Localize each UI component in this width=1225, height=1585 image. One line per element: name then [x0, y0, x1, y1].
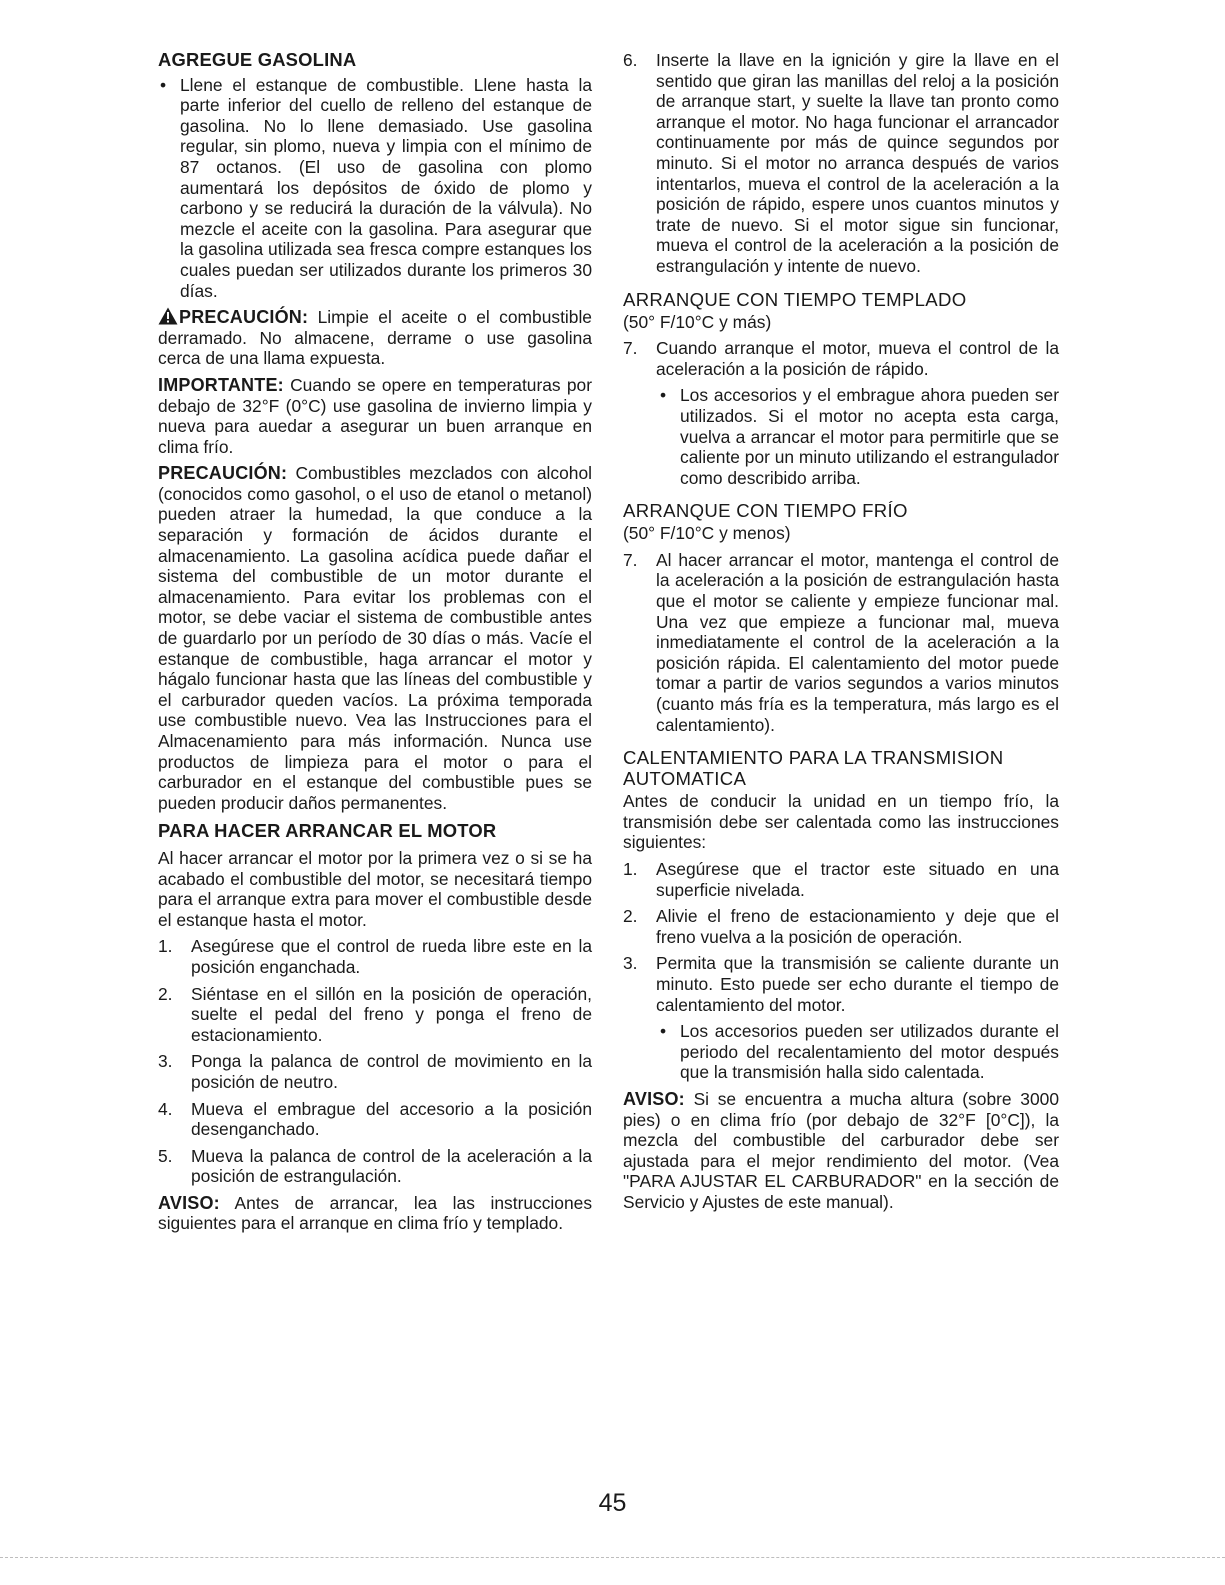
- warm-bullet-text: Los accesorios y el embrague ahora pueden ser utilizados. Si el motor no acepta esta carga, vuelva a arrancar el motor para permitirle que se caliente por un minuto utilizando el estrangulador como describido arriba.: [680, 385, 1059, 488]
- step-text: Mueva la palanca de control de la aceleración a la posición de estrangulación.: [191, 1145, 592, 1187]
- bullet-mark: •: [660, 385, 667, 406]
- transmission-step: [623, 953, 1059, 1015]
- step-text: Mueva el embrague del accesorio a la posición desenganchado.: [191, 1098, 592, 1140]
- bullet-mark: •: [160, 74, 167, 95]
- start-step: [158, 1099, 592, 1140]
- notice-label: AVISO:: [158, 1192, 220, 1213]
- transmission-step: [623, 906, 1059, 947]
- notice-text: Antes de arrancar, lea las instrucciones siguientes para el arranque en clima frío y templado.: [158, 1192, 593, 1234]
- step-text: Asegúrese que el tractor este situado en una superficie nivelada.: [656, 859, 1059, 900]
- important-label: IMPORTANTE:: [158, 374, 284, 395]
- caution-alcohol-label: PRECAUCIÓN:: [158, 463, 288, 484]
- step-number: 2.: [158, 983, 173, 1004]
- step-text: Inserte la llave en la ignición y gire la llave en el sentido que giran las manillas del reloj a la posición de arranque start, y suelte la llave tan pronto como arranque el motor. No haga funcionar el arrancador continuamente por más de quince segundos por minuto. Si el motor no arranca después de varios intentarlos, mueva el control de la aceleración a la posición de rápido, espere unos cuantos minutos y trate de nuevo. Si el motor sigue sin funcionar, mueva el control de la aceleración a la posición de estrangulación y intente de nuevo.: [656, 50, 1059, 276]
- warm-weather-range: (50° F/10°C y más): [623, 311, 772, 332]
- step-text: Permita que la transmisión se caliente durante un minuto. Esto puede ser echo durante el tiempo de calentamiento del motor.: [656, 953, 1059, 1015]
- caution-paragraph: [158, 307, 592, 369]
- cold-step: [623, 550, 1059, 735]
- warm-step: [623, 338, 1059, 379]
- step-text: Al hacer arrancar el motor, mantenga el control de la aceleración a la posición de estrangulación hasta que el motor se caliente y empieze funcionar mal. Una vez que empieze a funcionar mal, mueva inmediatamente el control de la aceleración a la posición rápida. El calentamiento del motor puede tomar a partir de varios segundos a varios minutos (cuanto más fría es la temperatura, más largo es el calentamiento).: [656, 549, 1059, 735]
- left-column: [158, 50, 592, 1240]
- step-number: 1.: [623, 859, 638, 879]
- step-number: 6.: [623, 50, 638, 70]
- gas-heading: AGREGUE GASOLINA: [158, 49, 357, 70]
- start-step: [158, 984, 592, 1046]
- step-number: 3.: [158, 1051, 173, 1072]
- page-number: 45: [598, 1489, 627, 1517]
- warm-bullet: [623, 385, 1059, 488]
- warm-weather-heading: ARRANQUE CON TIEMPO TEMPLADO: [623, 288, 967, 310]
- gas-bullet: [158, 75, 592, 302]
- notice-paragraph-right: [623, 1089, 1059, 1213]
- start-step: [158, 1146, 592, 1187]
- transmission-steps-list: [623, 859, 1059, 1015]
- step-text: Siéntase en el sillón en la posición de operación, suelte el pedal del freno y ponga el freno de estacionamiento.: [191, 983, 592, 1045]
- transmission-bullet: [623, 1021, 1059, 1083]
- gas-bullet-text: Llene el estanque de combustible. Llene hasta la parte inferior del cuello de relleno del estanque de gasolina. No lo llene demasiado. Use gasolina regular, sin plomo, nueva y limpia con el mínimo de 87 octanos. (El uso de gasolina con plomo aumentará los depósitos de óxido de plomo y carbono y se reducirá la duración de la válvula). No mezcle el aceite con la gasolina. Para asegurar que la gasolina utilizada sea fresca compre estanques los cuales puedan ser utilizados durante los primeros 30 días.: [180, 74, 592, 301]
- caution-text: Limpie el aceite o el combustible derramado. No almacene, derrame o use gasolina cerca de una llama expuesta.: [158, 307, 592, 369]
- step-number: 5.: [158, 1145, 173, 1166]
- start-intro: Al hacer arrancar el motor por la primera vez o si se ha acabado el combustible del motor, se necesitará tiempo para el arranque extra para mover el combustible desde el estanque hasta el motor.: [158, 847, 592, 930]
- start-engine-heading: PARA HACER ARRANCAR EL MOTOR: [158, 820, 497, 842]
- start-step: [158, 936, 592, 977]
- step-number: 7.: [623, 338, 638, 359]
- step-text: Alivie el freno de estacionamiento y deje que el freno vuelva a la posición de operación.: [656, 906, 1059, 947]
- cold-weather-range: (50° F/10°C y menos): [623, 523, 791, 544]
- notice-label: AVISO:: [623, 1088, 685, 1109]
- right-column: [623, 50, 1059, 1219]
- step-number: 2.: [623, 906, 638, 927]
- important-paragraph: [158, 375, 592, 457]
- bullet-mark: •: [660, 1021, 667, 1042]
- start-step-6: [623, 50, 1059, 277]
- important-text: Cuando se opere en temperaturas por debajo de 32°F (0°C) use gasolina de invierno limpia y nueva para auedar a asegurar un buen arranque en clima frío.: [158, 374, 592, 457]
- scan-edge-divider: [0, 1557, 1225, 1558]
- step-number: 3.: [623, 953, 638, 974]
- caution-alcohol-text: Combustibles mezclados con alcohol (conocidos como gasohol, o el uso de etanol o metanol) pueden atraer la humedad, la que conduce a la separación y formación de ácidos durante el almacenamiento. La gasolina acídica puede dañar el sistema del combustible de un motor durante el almacenamiento. Para evitar los problemas con el motor, se debe vaciar el sistema de combustible antes de guardarlo por un período de 30 días o más. Vacíe el estanque de combustible, haga arrancar el motor y hágalo funcionar hasta que las líneas del combustible y el carburador queden vacíos. La próxima temporada use combustible nuevo. Vea las Instrucciones para el Almacenamiento para más información. Nunca use productos de limpieza para el motor o para el carburador en el estanque del combustible pues se pueden producir daños permanentes.: [158, 463, 592, 813]
- step-number: 1.: [158, 936, 173, 957]
- step-number: 7.: [623, 549, 638, 570]
- caution-label: PRECAUCIÓN:: [179, 307, 309, 328]
- step-number: 4.: [158, 1098, 173, 1119]
- warning-triangle-icon: [158, 307, 178, 325]
- start-steps-list: [158, 936, 592, 1187]
- caution-alcohol-paragraph: [158, 463, 592, 813]
- transmission-step: [623, 859, 1059, 900]
- cold-weather-heading: ARRANQUE CON TIEMPO FRÍO: [623, 500, 908, 522]
- step-text: Ponga la palanca de control de movimiento en la posición de neutro.: [191, 1051, 592, 1092]
- notice-text: Si se encuentra a mucha altura (sobre 3000 pies) o en clima frío (por debajo de 32°F [0°C]), la mezcla del combustible del carburador debe ser ajustada para el mejor rendimiento del motor. (Vea "PARA AJUSTAR EL CARBURADOR" en la sección de Servicio y Ajustes de este manual).: [623, 1088, 1059, 1212]
- step-text: Cuando arranque el motor, mueva el control de la aceleración a la posición de rápido.: [656, 338, 1059, 379]
- notice-paragraph-left: [158, 1193, 592, 1234]
- transmission-heading: CALENTAMIENTO PARA LA TRANSMISION AUTOMATICA: [623, 747, 1004, 790]
- start-step: [158, 1051, 592, 1092]
- transmission-intro: Antes de conducir la unidad en un tiempo frío, la transmisión debe ser calentada como las instrucciones siguientes:: [623, 791, 1059, 853]
- step-text: Asegúrese que el control de rueda libre este en la posición enganchada.: [191, 936, 592, 977]
- transmission-bullet-text: Los accesorios pueden ser utilizados durante el periodo del recalentamiento del motor después que la transmisión halla sido calentada.: [680, 1021, 1059, 1083]
